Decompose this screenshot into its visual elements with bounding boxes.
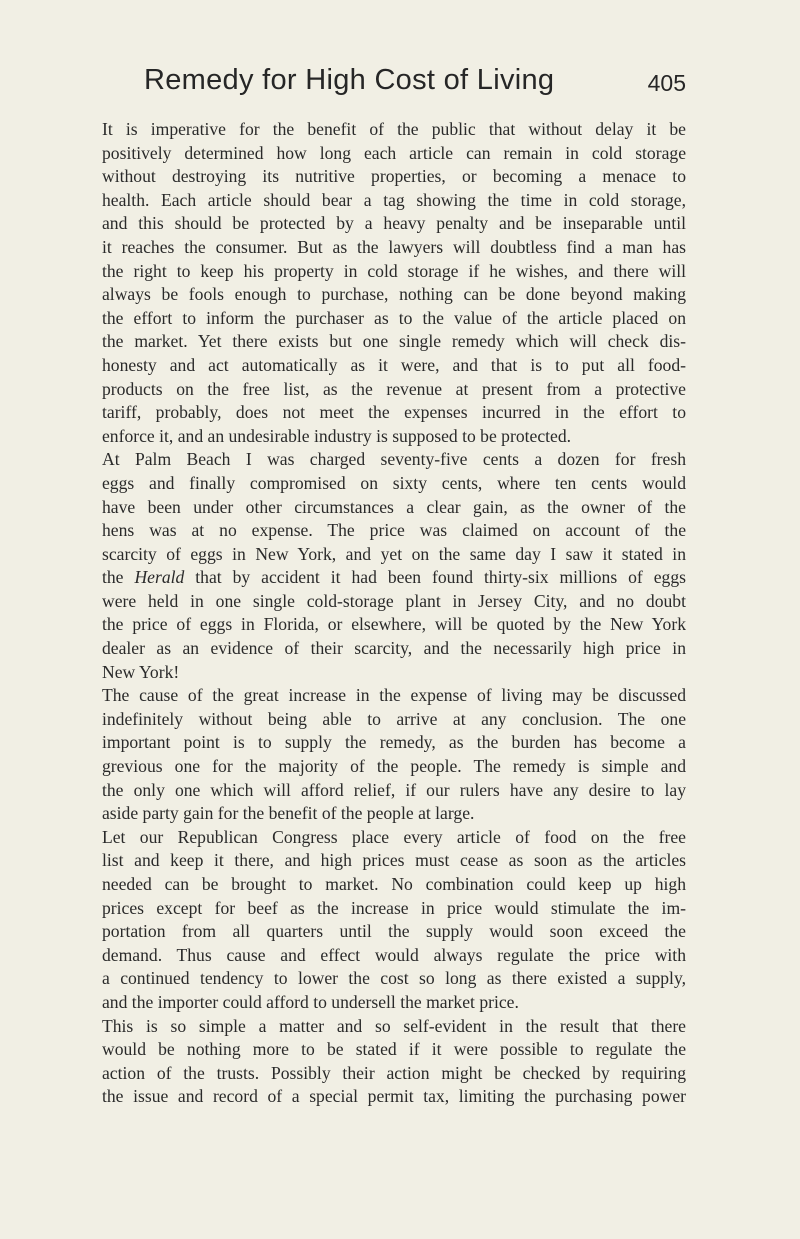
text-line: scarcity of eggs in New York, and yet on the same day I saw it stated in bbox=[102, 543, 686, 564]
text-line: tariff, probably, does not meet the expenses incurred in the effort to bbox=[102, 402, 686, 423]
text-line: hens was at no expense. The price was claimed on account of the bbox=[102, 520, 686, 541]
text-line: portation from all quarters until the supply would soon exceed the bbox=[102, 921, 686, 942]
text-line: health. Each article should bear a tag showing the time in cold storage, bbox=[102, 189, 686, 210]
text-line: New York! bbox=[102, 661, 180, 682]
text-line: would be nothing more to be stated if it were possible to regulate the bbox=[102, 1039, 686, 1060]
text-line: a continued tendency to lower the cost so long as there existed a supply, bbox=[102, 968, 686, 989]
text-line bbox=[102, 566, 686, 590]
text-line: prices except for beef as the increase in price would stimulate the im- bbox=[102, 897, 686, 918]
text-line: list and keep it there, and high prices must cease as soon as the articles bbox=[102, 850, 686, 871]
text-line: action of the trusts. Possibly their action might be checked by requiring bbox=[102, 1062, 686, 1083]
text-line: Let our Republican Congress place every article of food on the free bbox=[102, 826, 686, 847]
text-line: At Palm Beach I was charged seventy-five cents a dozen for fresh bbox=[102, 449, 686, 470]
text-line: positively determined how long each article can remain in cold storage bbox=[102, 142, 686, 163]
text-line: indefinitely without being able to arrive at any conclusion. The one bbox=[102, 708, 686, 729]
text-line: the market. Yet there exists but one single remedy which will check dis- bbox=[102, 331, 686, 352]
text-line: dealer as an evidence of their scarcity, and the necessarily high price in bbox=[102, 638, 686, 659]
text-line: it reaches the consumer. But as the lawyers will doubtless find a man has bbox=[102, 236, 686, 257]
text-line: aside party gain for the benefit of the people at large. bbox=[102, 803, 475, 824]
text-line: the price of eggs in Florida, or elsewhere, will be quoted by the New York bbox=[102, 614, 686, 635]
text-line: The cause of the great increase in the expense of living may be discussed bbox=[102, 685, 686, 706]
text-line: eggs and finally compromised on sixty cents, where ten cents would bbox=[102, 472, 686, 493]
body-text bbox=[102, 118, 686, 1109]
text-line: grevious one for the majority of the people. The remedy is simple and bbox=[102, 756, 686, 777]
text-line: important point is to supply the remedy, as the burden has become a bbox=[102, 732, 686, 753]
text-line: products on the free list, as the revenue at present from a protective bbox=[102, 378, 686, 399]
text-line-segment: that by accident it had been found thirty-six millions of eggs bbox=[184, 567, 686, 588]
text-line: the right to keep his property in cold storage if he wishes, and there will bbox=[102, 260, 686, 281]
text-line: This is so simple a matter and so self-evident in the result that there bbox=[102, 1015, 686, 1036]
page-title: Remedy for High Cost of Living bbox=[144, 64, 555, 96]
text-line: honesty and act automatically as it were, and that is to put all food- bbox=[102, 354, 686, 375]
text-line: the issue and record of a special permit tax, limiting the purchasing power bbox=[102, 1086, 686, 1107]
text-line: demand. Thus cause and effect would always regulate the price with bbox=[102, 944, 686, 965]
newspaper-title: Herald bbox=[134, 567, 185, 588]
text-line: without destroying its nutritive properties, or becoming a menace to bbox=[102, 166, 686, 187]
text-line: were held in one single cold-storage plant in Jersey City, and no doubt bbox=[102, 590, 686, 611]
text-line: It is imperative for the benefit of the public that without delay it be bbox=[102, 119, 686, 139]
text-line: and the importer could afford to undersell the market price. bbox=[102, 991, 519, 1012]
running-head bbox=[144, 64, 686, 108]
text-line: enforce it, and an undesirable industry is supposed to be protected. bbox=[102, 425, 572, 446]
text-line: have been under other circumstances a clear gain, as the owner of the bbox=[102, 496, 686, 517]
text-line-segment: the bbox=[102, 567, 135, 588]
page-number: 405 bbox=[647, 70, 686, 96]
text-line: always be fools enough to purchase, nothing can be done beyond making bbox=[102, 284, 686, 305]
text-line: needed can be brought to market. No combination could keep up high bbox=[102, 874, 686, 894]
text-line: the effort to inform the purchaser as to the value of the article placed on bbox=[102, 307, 686, 328]
text-line: and this should be protected by a heavy penalty and be inseparable until bbox=[102, 213, 686, 234]
text-line: the only one which will afford relief, if our rulers have any desire to lay bbox=[102, 779, 686, 800]
